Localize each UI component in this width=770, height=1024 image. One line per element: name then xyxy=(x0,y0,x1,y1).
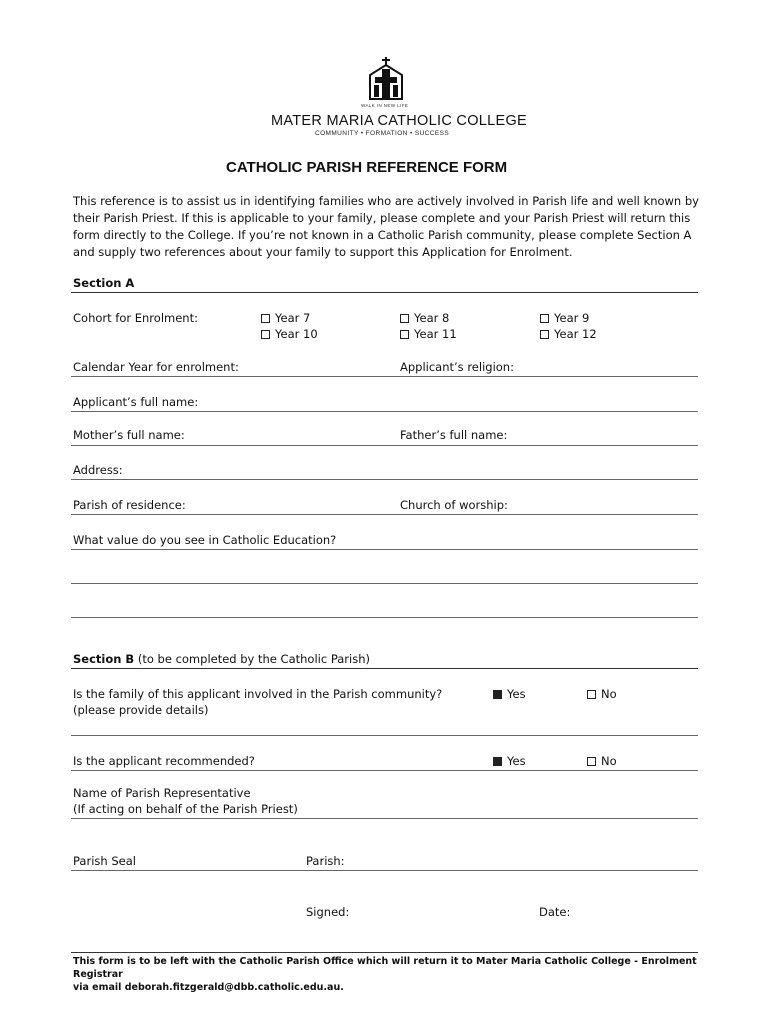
full-name-field[interactable] xyxy=(71,411,698,412)
cohort-option-year-7[interactable]: Year 7 xyxy=(261,311,310,325)
value-answer-line-3[interactable] xyxy=(71,617,698,618)
footer-line-2: via email deborah.fitzgerald@dbb.catholic.edu.au. xyxy=(73,982,344,993)
parish-seal-label: Parish Seal xyxy=(73,854,136,868)
address-label: Address: xyxy=(73,463,123,477)
cohort-option-year-11[interactable]: Year 11 xyxy=(400,327,457,341)
signed-label: Signed: xyxy=(306,905,350,919)
rep-name-note: (If acting on behalf of the Parish Priest) xyxy=(73,802,298,816)
father-name-label: Father’s full name: xyxy=(400,428,508,442)
q2-label: Is the applicant recommended? xyxy=(73,754,255,768)
cohort-option-year-8[interactable]: Year 8 xyxy=(400,311,449,325)
signature-field[interactable] xyxy=(71,952,698,953)
college-logo xyxy=(358,55,414,105)
intro-paragraph: This reference is to assist us in identifying families who are actively involved in Parish life and well known by their Parish Priest. If this is applicable to your family, please complete and your Parish Priest will return this form directly to the College. If you’re not known in a Catholic Parish community, please complete Section A and supply two references about your family to support this Application for Enrolment. xyxy=(73,194,699,259)
checkbox-icon xyxy=(400,314,409,323)
checkbox-checked-icon xyxy=(493,690,502,699)
checkbox-icon xyxy=(261,314,270,323)
q1-no-checkbox[interactable]: No xyxy=(587,687,617,701)
parish-field[interactable] xyxy=(71,870,698,871)
calendar-year-field[interactable] xyxy=(71,376,698,377)
parents-name-field[interactable] xyxy=(71,445,698,446)
college-motto: WALK IN NEW LIFE xyxy=(361,103,409,108)
q2-yes-checkbox[interactable]: Yes xyxy=(493,754,526,768)
value-answer-line-1[interactable] xyxy=(71,549,698,550)
q1-yes-checkbox[interactable]: Yes xyxy=(493,687,526,701)
value-question-label: What value do you see in Catholic Education? xyxy=(73,533,337,547)
parish-church-field[interactable] xyxy=(71,514,698,515)
divider xyxy=(71,292,698,293)
checkbox-icon xyxy=(540,330,549,339)
cohort-option-year-10[interactable]: Year 10 xyxy=(261,327,318,341)
address-field[interactable] xyxy=(71,479,698,480)
calendar-year-label: Calendar Year for enrolment: xyxy=(73,360,239,374)
q2-answer-field[interactable] xyxy=(71,770,698,771)
college-name: MATER MARIA CATHOLIC COLLEGE xyxy=(271,113,528,129)
q2-no-checkbox[interactable]: No xyxy=(587,754,617,768)
checkbox-icon xyxy=(261,330,270,339)
section-b-heading: Section B (to be completed by the Catholic Parish) xyxy=(73,652,370,666)
q1-answer-field[interactable] xyxy=(71,735,698,736)
page-title: CATHOLIC PARISH REFERENCE FORM xyxy=(226,159,508,176)
full-name-label: Applicant’s full name: xyxy=(73,395,199,409)
crest-icon xyxy=(358,55,414,105)
parish-label: Parish: xyxy=(306,854,345,868)
q1-note: (please provide details) xyxy=(73,703,209,717)
checkbox-icon xyxy=(587,757,596,766)
religion-label: Applicant’s religion: xyxy=(400,360,514,374)
college-tagline: COMMUNITY • FORMATION • SUCCESS xyxy=(315,130,450,137)
checkbox-icon xyxy=(587,690,596,699)
footer-note xyxy=(73,955,703,994)
cohort-option-year-9[interactable]: Year 9 xyxy=(540,311,589,325)
parish-residence-label: Parish of residence: xyxy=(73,498,186,512)
checkbox-checked-icon xyxy=(493,757,502,766)
church-worship-label: Church of worship: xyxy=(400,498,508,512)
checkbox-icon xyxy=(540,314,549,323)
rep-name-field[interactable] xyxy=(71,818,698,819)
cohort-option-year-12[interactable]: Year 12 xyxy=(540,327,597,341)
cohort-label: Cohort for Enrolment: xyxy=(73,311,198,325)
mother-name-label: Mother’s full name: xyxy=(73,428,185,442)
footer-line-1: This form is to be left with the Catholic Parish Office which will return it to Mater Maria Catholic College - Enrolment Registrar xyxy=(73,956,697,980)
divider xyxy=(71,668,698,669)
value-answer-line-2[interactable] xyxy=(71,583,698,584)
rep-name-label: Name of Parish Representative xyxy=(73,786,251,800)
section-a-heading: Section A xyxy=(73,276,135,290)
date-label: Date: xyxy=(539,905,571,919)
checkbox-icon xyxy=(400,330,409,339)
q1-label: Is the family of this applicant involved in the Parish community? xyxy=(73,687,443,701)
